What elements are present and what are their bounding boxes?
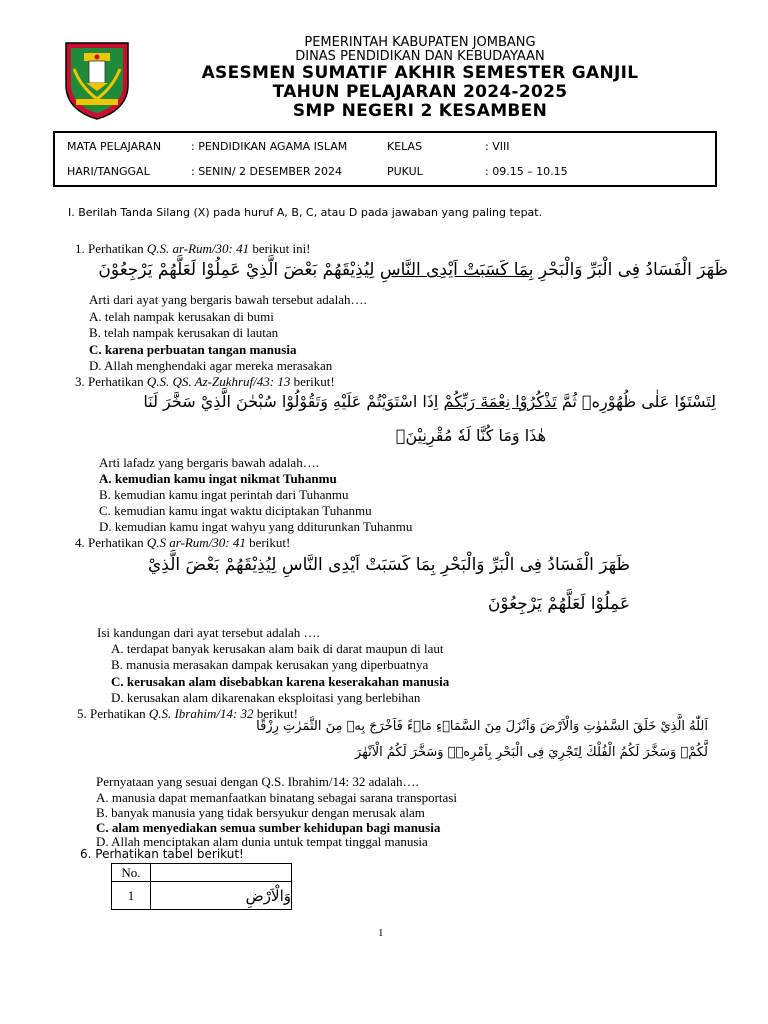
question-4-option-c[interactable]: C. kerusakan alam disebabkan karena keserakahan manusia — [111, 674, 450, 689]
question-1-stem: 1. Perhatikan Q.S. ar-Rum/30: 41 berikut ini! — [75, 241, 311, 256]
question-6-table — [111, 863, 292, 910]
subject-label: MATA PELAJARAN — [67, 140, 162, 153]
header-department: DINAS PENDIDIKAN DAN KEBUDAYAAN — [295, 49, 545, 64]
table-row-1-word: وَالْاَرْضِ — [151, 882, 292, 910]
question-5-option-a[interactable]: A. manusia dapat memanfaatkan binatang sebagai sarana transportasi — [96, 790, 457, 805]
question-6-stem: 6. Perhatikan tabel berikut! — [80, 847, 244, 861]
question-4-option-b[interactable]: B. manusia merasakan dampak kerusakan yang diperbuatnya — [111, 657, 429, 672]
question-5-arabic-line-1: اَللّٰهُ الَّذِيْ خَلَقَ السَّمٰوٰتِ وَالْاَرْضَ وَاَنْزَلَ مِنَ السَّمَاۤءِ مَاۤءً فَاَخْرَجَ بِهٖ مِنَ الثَّمَرٰتِ رِزْقًا — [256, 719, 708, 734]
question-3-option-b[interactable]: B. kemudian kamu ingat perintah dari Tuhanmu — [99, 487, 349, 502]
question-3-ref: Q.S. QS. Az-Zukhruf/43: 13 — [146, 374, 291, 389]
question-4-arabic-line-2: عَمِلُوْا لَعَلَّهُمْ يَرْجِعُوْنَ — [487, 594, 630, 614]
question-4-stem: 4. Perhatikan Q.S ar-Rum/30: 41 berikut! — [75, 535, 291, 550]
question-4-ref: Q.S ar-Rum/30: 41 — [146, 535, 246, 550]
question-1-underlined: بِمَا كَسَبَتْ اَيْدِى النَّاسِ — [379, 260, 534, 280]
question-3-prompt: Arti lafadz yang bergaris bawah adalah…. — [99, 455, 319, 470]
table-row-1-no: 1 — [112, 882, 151, 910]
header-government: PEMERINTAH KABUPATEN JOMBANG — [304, 35, 536, 50]
question-5-stem: 5. Perhatikan Q.S. Ibrahim/14: 32 berikut! — [77, 706, 298, 721]
school-name: SMP NEGERI 2 KESAMBEN — [292, 101, 548, 121]
time-label: PUKUL — [387, 165, 423, 178]
question-3-option-d[interactable]: D. kemudian kamu ingat wahyu yang dditurunkan Tuhanmu — [99, 519, 413, 534]
exam-info-box — [53, 131, 717, 187]
question-1-option-c[interactable]: C. karena perbuatan tangan manusia — [89, 342, 297, 357]
time-value: : 09.15 – 10.15 — [485, 165, 568, 178]
class-label: KELAS — [387, 140, 423, 153]
question-1-prompt: Arti dari ayat yang bergaris bawah tersebut adalah…. — [89, 292, 367, 307]
table-header-blank — [151, 864, 292, 882]
question-5-option-c[interactable]: C. alam menyediakan semua sumber kehidupan bagi manusia — [96, 820, 441, 835]
subject-value: : PENDIDIKAN AGAMA ISLAM — [191, 140, 348, 153]
question-1-ref: Q.S. ar-Rum/30: 41 — [146, 241, 250, 256]
kabupaten-jombang-logo — [62, 39, 132, 121]
class-value: : VIII — [485, 140, 510, 153]
question-1-option-a[interactable]: A. telah nampak kerusakan di bumi — [89, 309, 274, 324]
day-date-label: HARI/TANGGAL — [67, 165, 150, 178]
question-5-ref: Q.S. Ibrahim/14: 32 — [148, 706, 254, 721]
question-4-arabic-line-1: ظَهَرَ الْفَسَادُ فِى الْبَرِّ وَالْبَحْرِ بِمَا كَسَبَتْ اَيْدِى النَّاسِ لِيُذِيْقَهُمْ بَعْضَ الَّذِيْ — [148, 555, 630, 575]
exam-title: ASESMEN SUMATIF AKHIR SEMESTER GANJIL — [201, 63, 639, 83]
question-3-arabic-line-1: لِتَسْتَوٗا عَلٰى ظُهُوْرِهٖ ثُمَّ تَذْكُرُوْا نِعْمَةَ رَبِّكُمْ اِذَا اسْتَوَيْتُمْ عَلَيْهِ وَتَقُوْلُوْا سُبْحٰنَ الَّذِيْ سَخَّرَ لَنَا — [143, 392, 716, 411]
question-3-arabic-line-2: هٰذَا وَمَا كُنَّا لَهٗ مُقْرِنِيْنَۙ — [395, 426, 546, 445]
question-1-arabic: ظَهَرَ الْفَسَادُ فِى الْبَرِّ وَالْبَحْرِ بِمَا كَسَبَتْ اَيْدِى النَّاسِ لِيُذِيْقَهُمْ بَعْضَ الَّذِيْ عَمِلُوْا لَعَلَّهُمْ يَرْجِعُوْنَ — [98, 260, 728, 280]
question-4-prompt: Isi kandungan dari ayat tersebut adalah …. — [97, 625, 320, 640]
page-number: 1 — [378, 927, 384, 939]
question-1-option-d[interactable]: D. Allah menghendaki agar mereka merasakan — [89, 358, 333, 373]
academic-year: TAHUN PELAJARAN 2024-2025 — [272, 82, 568, 102]
question-5-option-b[interactable]: B. banyak manusia yang tidak bersyukur dengan merusak alam — [96, 805, 425, 820]
question-1-option-b[interactable]: B. telah nampak kerusakan di lautan — [89, 325, 279, 340]
question-5-arabic-line-2: لَّكُمْۚ وَسَخَّرَ لَكُمُ الْفُلْكَ لِتَجْرِيَ فِى الْبَحْرِ بِاَمْرِهٖۚ وَسَخَّرَ لَكُمُ الْاَنْهٰرَ — [354, 745, 708, 760]
question-4-option-d[interactable]: D. kerusakan alam dikarenakan eksploitasi yang berlebihan — [111, 690, 421, 705]
question-3-underlined: تَذْكُرُوْا نِعْمَةَ رَبِّكُمْ — [443, 392, 557, 411]
question-5-prompt: Pernyataan yang sesuai dengan Q.S. Ibrahim/14: 32 adalah…. — [96, 774, 419, 789]
instruction-text: I. Berilah Tanda Silang (X) pada huruf A, B, C, atau D pada jawaban yang paling tepat. — [68, 206, 543, 219]
question-3-stem: 3. Perhatikan Q.S. QS. Az-Zukhruf/43: 13 berikut! — [75, 374, 335, 389]
question-3-option-c[interactable]: C. kemudian kamu ingat waktu diciptakan Tuhanmu — [99, 503, 372, 518]
question-5-option-d[interactable]: D. Allah menciptakan alam dunia untuk tempat tinggal manusia — [96, 834, 428, 849]
day-date-value: : SENIN/ 2 DESEMBER 2024 — [191, 165, 343, 178]
question-3-option-a[interactable]: A. kemudian kamu ingat nikmat Tuhanmu — [99, 471, 337, 486]
table-header-no: No. — [112, 864, 151, 882]
question-4-option-a[interactable]: A. terdapat banyak kerusakan alam baik di darat maupun di laut — [111, 641, 444, 656]
